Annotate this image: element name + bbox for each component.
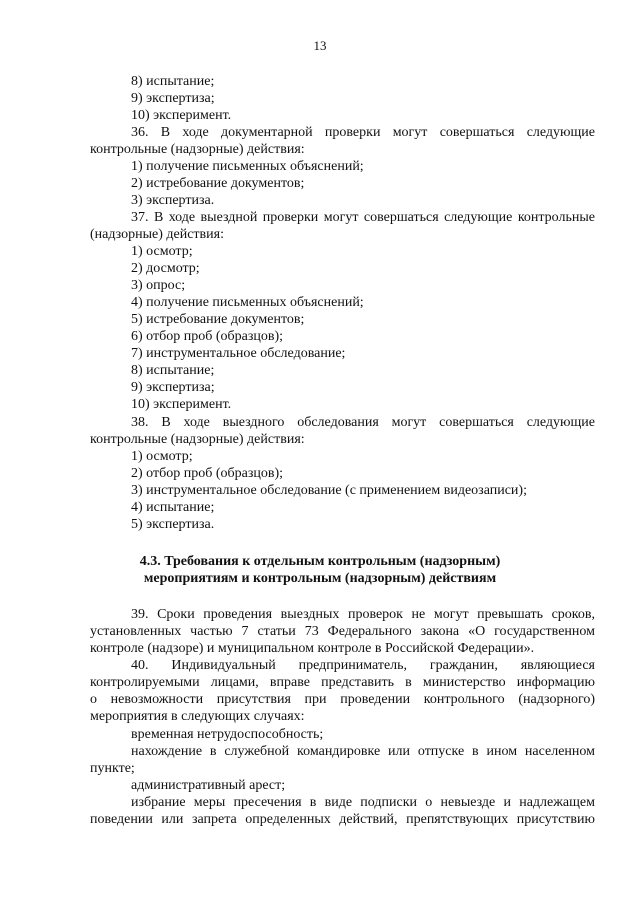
list-item: 3) опрос;: [131, 278, 186, 293]
paragraph-line: административный арест;: [131, 778, 286, 793]
paragraph-line: поведении или запрета определенных действий, препятствующих присутствию: [90, 812, 595, 827]
list-item: 5) истребование документов;: [131, 312, 305, 327]
paragraph-line: избрание меры пресечения в виде подписки о невыезде и надлежащем: [131, 795, 595, 810]
list-item: 3) инструментальное обследование (с применением видеозаписи);: [131, 483, 527, 498]
paragraph-line: (надзорные) действия:: [90, 227, 224, 242]
list-item: 6) отбор проб (образцов);: [131, 329, 284, 344]
list-item: 4) испытание;: [131, 500, 215, 515]
list-item: 2) истребование документов;: [131, 176, 305, 191]
list-item: 10) эксперимент.: [131, 397, 232, 412]
paragraph-line: нахождение в служебной командировке или отпуске в ином населенном: [131, 744, 595, 759]
paragraph-line: 37. В ходе выездной проверки могут совершаться следующие контрольные: [131, 210, 595, 225]
list-item: 1) получение письменных объяснений;: [131, 159, 364, 174]
paragraph-line: мероприятия в следующих случаях:: [90, 709, 305, 724]
list-item: 9) экспертиза;: [131, 380, 215, 395]
list-item: 2) отбор проб (образцов);: [131, 466, 284, 481]
list-item: 3) экспертиза.: [131, 193, 215, 208]
list-item: 1) осмотр;: [131, 244, 193, 259]
list-item: 10) эксперимент.: [131, 108, 232, 123]
list-item: 8) испытание;: [131, 74, 215, 89]
paragraph-line: 40. Индивидуальный предприниматель, гражданин, являющиеся: [131, 658, 595, 673]
paragraph-line: о невозможности присутствия при проведении контрольного (надзорного): [90, 692, 595, 707]
paragraph-line: 39. Сроки проведения выездных проверок не могут превышать сроков,: [131, 607, 595, 622]
list-item: 5) экспертиза.: [131, 517, 215, 532]
list-item: 2) досмотр;: [131, 261, 200, 276]
page-number: 13: [313, 38, 327, 53]
paragraph-line: контролируемыми лицами, вправе представить в министерство информацию: [90, 675, 595, 690]
paragraph-line: 36. В ходе документарной проверки могут совершаться следующие: [131, 125, 595, 140]
list-item: 4) получение письменных объяснений;: [131, 295, 364, 310]
paragraph-line: контрольные (надзорные) действия:: [90, 142, 305, 157]
paragraph-line: 38. В ходе выездного обследования могут совершаться следующие: [131, 415, 595, 430]
section-heading: 4.3. Требования к отдельным контрольным (надзорным): [139, 554, 501, 569]
paragraph-line: пункте;: [90, 761, 135, 776]
list-item: 1) осмотр;: [131, 449, 193, 464]
paragraph-line: временная нетрудоспособность;: [131, 727, 324, 742]
list-item: 9) экспертиза;: [131, 91, 215, 106]
paragraph-line: установленных частью 7 статьи 73 Федерального закона «О государственном: [90, 624, 595, 639]
section-heading: мероприятиям и контрольным (надзорным) действиям: [143, 571, 497, 586]
paragraph-line: контроле (надзоре) и муниципальном контроле в Российской Федерации».: [90, 641, 535, 656]
list-item: 7) инструментальное обследование;: [131, 346, 346, 361]
paragraph-line: контрольные (надзорные) действия:: [90, 432, 305, 447]
list-item: 8) испытание;: [131, 363, 215, 378]
